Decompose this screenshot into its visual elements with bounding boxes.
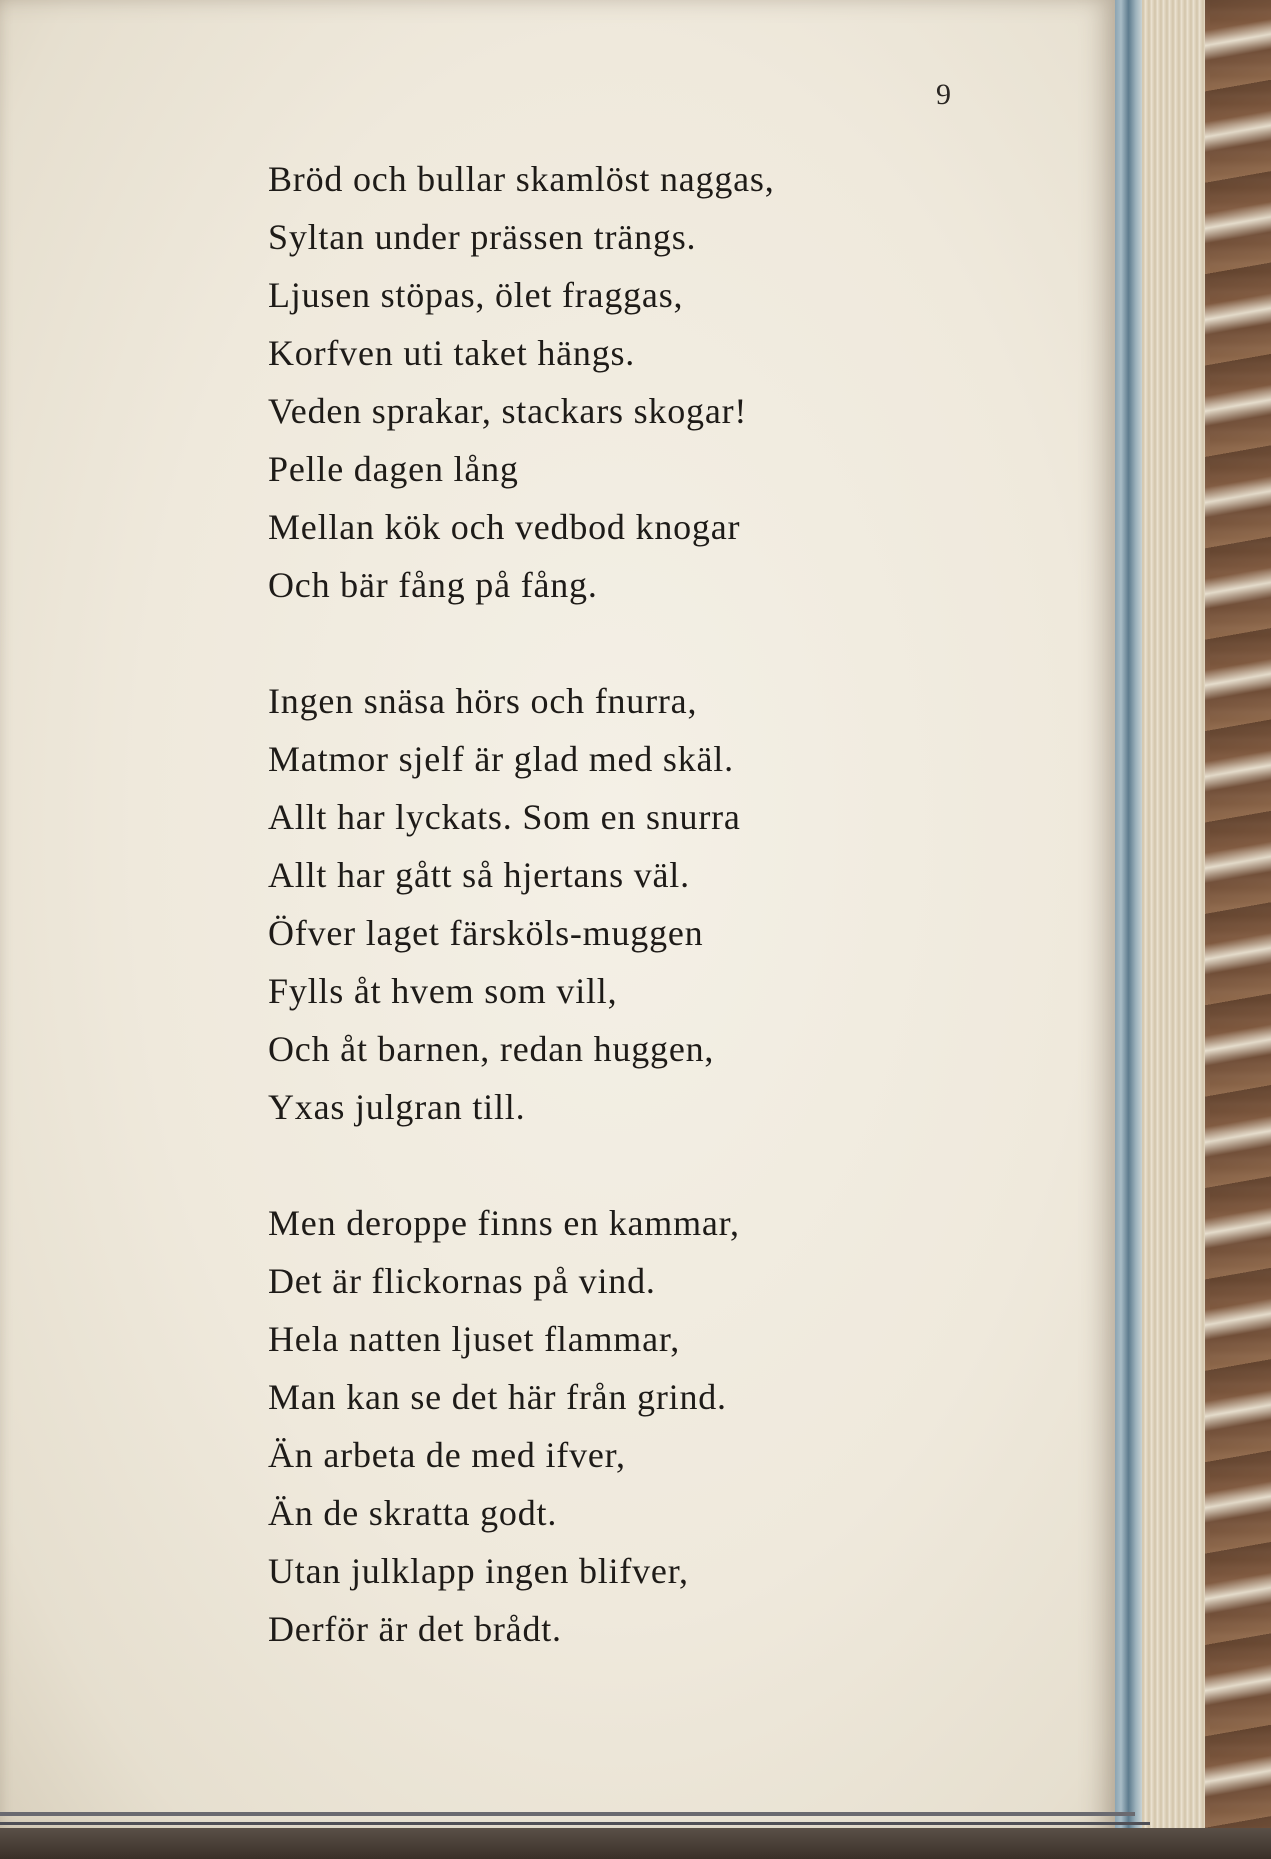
- stanza-3: [268, 1194, 908, 1658]
- page-number: 9: [936, 78, 951, 111]
- poem-line: Bröd och bullar skamlöst naggas,: [268, 159, 775, 199]
- poem-line: Det är flickornas på vind.: [268, 1261, 656, 1301]
- stanza-1: [268, 150, 908, 614]
- poem: [268, 150, 908, 1658]
- page-stack: [1140, 0, 1210, 1859]
- poem-line: Pelle dagen lång: [268, 449, 519, 489]
- poem-line: Mellan kök och vedbod knogar: [268, 507, 741, 547]
- poem-line: Men deroppe finns en kammar,: [268, 1203, 740, 1243]
- poem-line: Allt har lyckats. Som en snurra: [268, 797, 741, 837]
- poem-line: Än de skratta godt.: [268, 1493, 558, 1533]
- poem-line: Korfven uti taket hängs.: [268, 333, 636, 373]
- background-surface: [0, 1828, 1271, 1859]
- stanza-2: [268, 672, 908, 1136]
- poem-line: Än arbeta de med ifver,: [268, 1435, 626, 1475]
- page-edge-rule: [0, 1822, 1150, 1825]
- poem-line: Öfver laget färsköls-muggen: [268, 913, 704, 953]
- cover-edge: [1205, 0, 1271, 1859]
- poem-line: Fylls åt hvem som vill,: [268, 971, 618, 1011]
- poem-line: Matmor sjelf är glad med skäl.: [268, 739, 734, 779]
- poem-line: Och åt barnen, redan huggen,: [268, 1029, 715, 1069]
- poem-line: Veden sprakar, stackars skogar!: [268, 391, 748, 431]
- poem-line: Och bär fång på fång.: [268, 565, 598, 605]
- poem-line: Hela natten ljuset flammar,: [268, 1319, 681, 1359]
- poem-line: Allt har gått så hjertans väl.: [268, 855, 690, 895]
- poem-line: Utan julklapp ingen blifver,: [268, 1551, 689, 1591]
- poem-line: Ingen snäsa hörs och fnurra,: [268, 681, 698, 721]
- poem-line: Man kan se det här från grind.: [268, 1377, 727, 1417]
- poem-line: Syltan under prässen trängs.: [268, 217, 697, 257]
- binding-strip: [1112, 0, 1142, 1859]
- poem-line: Ljusen stöpas, ölet fraggas,: [268, 275, 684, 315]
- page-edge-rule: [0, 1812, 1135, 1816]
- poem-line: Derför är det brådt.: [268, 1609, 562, 1649]
- poem-line: Yxas julgran till.: [268, 1087, 526, 1127]
